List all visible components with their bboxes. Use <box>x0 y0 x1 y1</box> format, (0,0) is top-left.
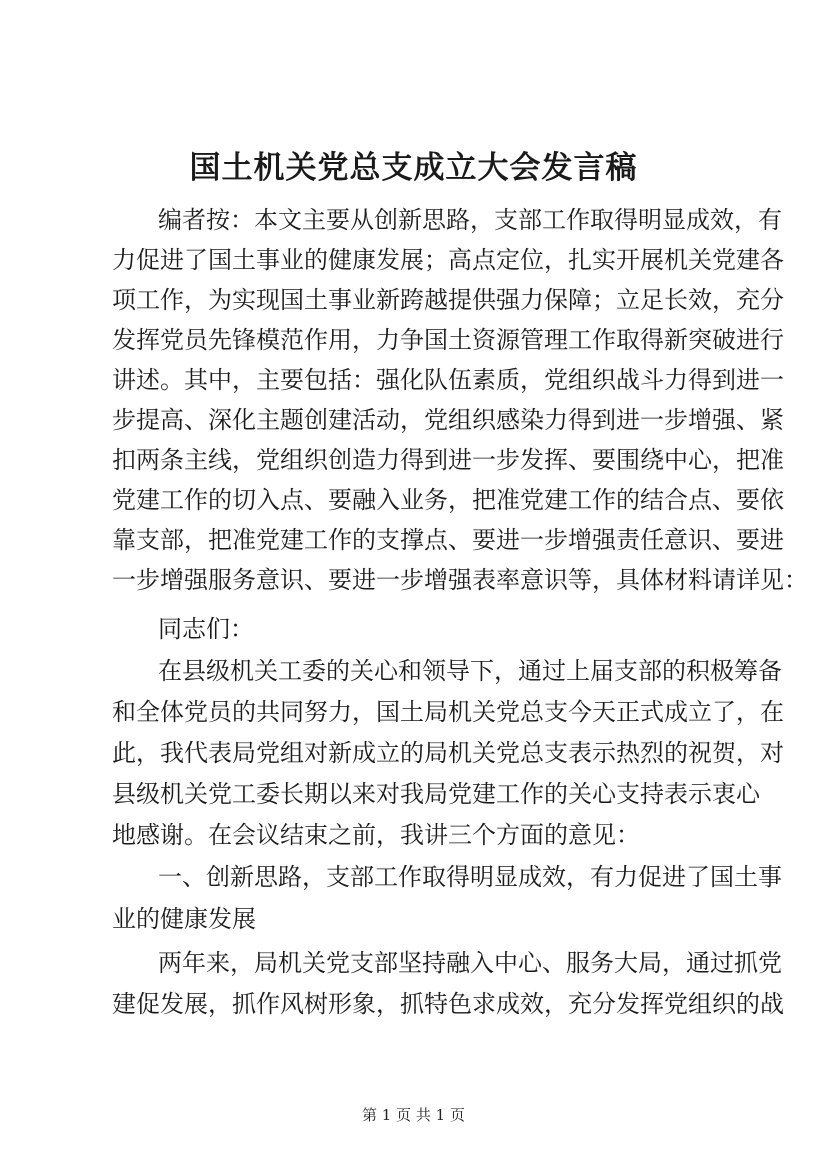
section-heading: 一、创新思路，支部工作取得明显成效，有力促进了国土事 <box>158 863 782 891</box>
body-line: 地感谢。在会议结束之前，我讲三个方面的意见： <box>112 821 640 849</box>
body-line: 两年来，局机关党支部坚持融入中心、服务大局，通过抓党 <box>158 949 782 977</box>
body-line: 党建工作的切入点、要融入业务，把准党建工作的结合点、要依 <box>112 486 784 514</box>
salutation: 同志们： <box>158 615 254 643</box>
body-line: 建促发展，抓作风树形象，抓特色求成效，充分发挥党组织的战 <box>112 990 784 1018</box>
section-heading-continued: 业的健康发展 <box>112 905 256 933</box>
page-number-footer: 第 1 页 共 1 页 <box>362 1106 465 1124</box>
body-line: 扣两条主线，党组织创造力得到进一步发挥、要围绕中心，把准 <box>112 446 784 474</box>
body-line: 和全体党员的共同努力，国土局机关党总支今天正式成立了，在 <box>112 698 784 726</box>
body-line: 编者按：本文主要从创新思路，支部工作取得明显成效，有 <box>158 206 782 234</box>
body-line: 项工作，为实现国土事业新跨越提供强力保障；立足长效，充分 <box>112 286 784 314</box>
body-line: 讲述。其中，主要包括：强化队伍素质，党组织战斗力得到进一 <box>112 366 784 394</box>
body-line: 靠支部，把准党建工作的支撑点、要进一步增强责任意识、要进 <box>112 526 784 554</box>
body-line: 在县级机关工委的关心和领导下，通过上届支部的积极筹备 <box>158 657 782 685</box>
body-line: 此，我代表局党组对新成立的局机关党总支表示热烈的祝贺，对 <box>112 739 784 767</box>
body-line: 步提高、深化主题创建活动，党组织感染力得到进一步增强、紧 <box>112 406 784 434</box>
body-line: 发挥党员先锋模范作用，力争国土资源管理工作取得新突破进行 <box>112 326 784 354</box>
document-title: 国土机关党总支成立大会发言稿 <box>189 150 638 186</box>
body-line: 县级机关党工委长期以来对我局党建工作的关心支持表示衷心 <box>112 780 760 808</box>
body-line: 一步增强服务意识、要进一步增强表率意识等，具体材料请详见： <box>112 566 808 594</box>
body-line: 力促进了国土事业的健康发展；高点定位，扎实开展机关党建各 <box>112 246 784 274</box>
